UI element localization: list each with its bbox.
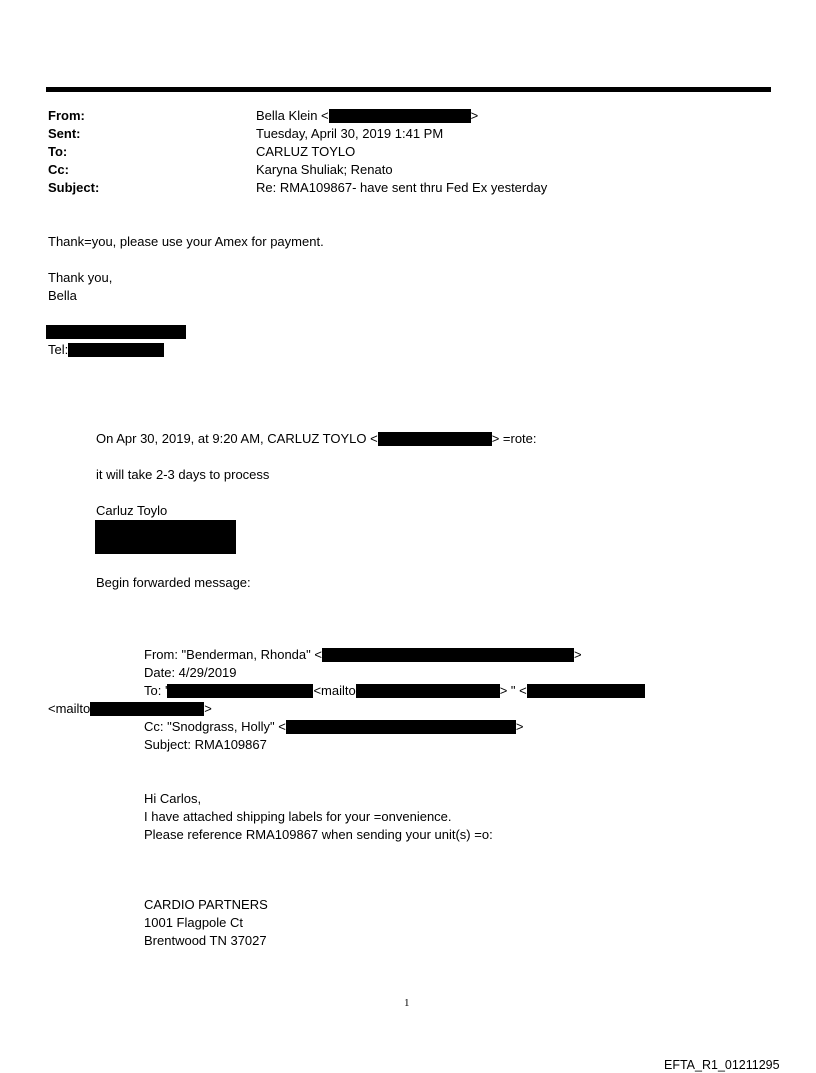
redaction <box>95 520 236 554</box>
fwd-line2: Please reference RMA109867 when sending your unit(s) =o: <box>144 827 493 842</box>
fwd-to-post: > " < <box>499 683 527 698</box>
redaction <box>356 684 500 698</box>
quoted-intro <box>96 431 537 447</box>
fwd-mailto-close: > <box>204 701 212 716</box>
fwd-to <box>144 683 645 699</box>
subject-label: Subject: <box>48 180 100 195</box>
fwd-greeting: Hi Carlos, <box>144 791 202 806</box>
fwd-cc-post: > <box>515 719 524 734</box>
to-value: CARLUZ TOYLO <box>256 144 356 159</box>
cc-label: Cc: <box>48 162 69 177</box>
quoted-intro-pre: On Apr 30, 2019, at 9:20 AM, CARLUZ TOYLO < <box>96 431 378 446</box>
redaction <box>167 684 313 698</box>
fwd-subject: Subject: RMA109867 <box>144 737 267 752</box>
redaction <box>46 325 186 339</box>
document-id: EFTA_R1_01211295 <box>664 1058 780 1072</box>
fwd-from-post: > <box>573 647 582 662</box>
page-number: 1 <box>404 997 410 1009</box>
fwd-cc-pre: Cc: "Snodgrass, Holly" < <box>144 719 286 734</box>
cc-value: Karyna Shuliak; Renato <box>256 162 393 177</box>
fwd-from-pre: From: "Benderman, Rhonda" < <box>144 647 322 662</box>
tel-line <box>48 342 164 358</box>
fwd-mailto: <mailto <box>48 701 91 716</box>
redaction <box>90 702 204 716</box>
quoted-message: it will take 2-3 days to process <box>96 467 270 482</box>
quoted-intro-post: > =rote: <box>491 431 537 446</box>
sent-value: Tuesday, April 30, 2019 1:41 PM <box>256 126 444 141</box>
signature-name: Bella <box>48 288 77 303</box>
redaction <box>527 684 645 698</box>
fwd-date: Date: 4/29/2019 <box>144 665 237 680</box>
redaction <box>378 432 492 446</box>
tel-label: Tel: <box>48 342 69 357</box>
subject-value: Re: RMA109867- have sent thru Fed Ex yesterday <box>256 180 548 195</box>
redaction <box>322 648 574 662</box>
forwarded-notice: Begin forwarded message: <box>96 575 251 590</box>
company-name: CARDIO PARTNERS <box>144 897 268 912</box>
to-label: To: <box>48 144 68 159</box>
redaction <box>286 720 516 734</box>
redaction <box>68 343 164 357</box>
quoted-sender-name: Carluz Toylo <box>96 503 168 518</box>
fwd-to-mailto: <mailto <box>313 683 356 698</box>
fwd-cc <box>144 719 523 735</box>
address-line1: 1001 Flagpole Ct <box>144 915 244 930</box>
redaction <box>329 109 471 123</box>
sent-label: Sent: <box>48 126 81 141</box>
fwd-mailto-line <box>48 701 212 717</box>
address-line2: Brentwood TN 37027 <box>144 933 267 948</box>
from-label: From: <box>48 108 85 123</box>
fwd-line1: I have attached shipping labels for your =onvenience. <box>144 809 452 824</box>
header-rule <box>46 87 771 92</box>
thanks-line: Thank you, <box>48 270 113 285</box>
from-value <box>256 108 478 124</box>
body-line: Thank=you, please use your Amex for payment. <box>48 234 324 249</box>
fwd-to-pre: To: ' <box>144 683 168 698</box>
from-close: > <box>470 108 479 123</box>
fwd-from <box>144 647 582 663</box>
from-name: Bella Klein < <box>256 108 329 123</box>
